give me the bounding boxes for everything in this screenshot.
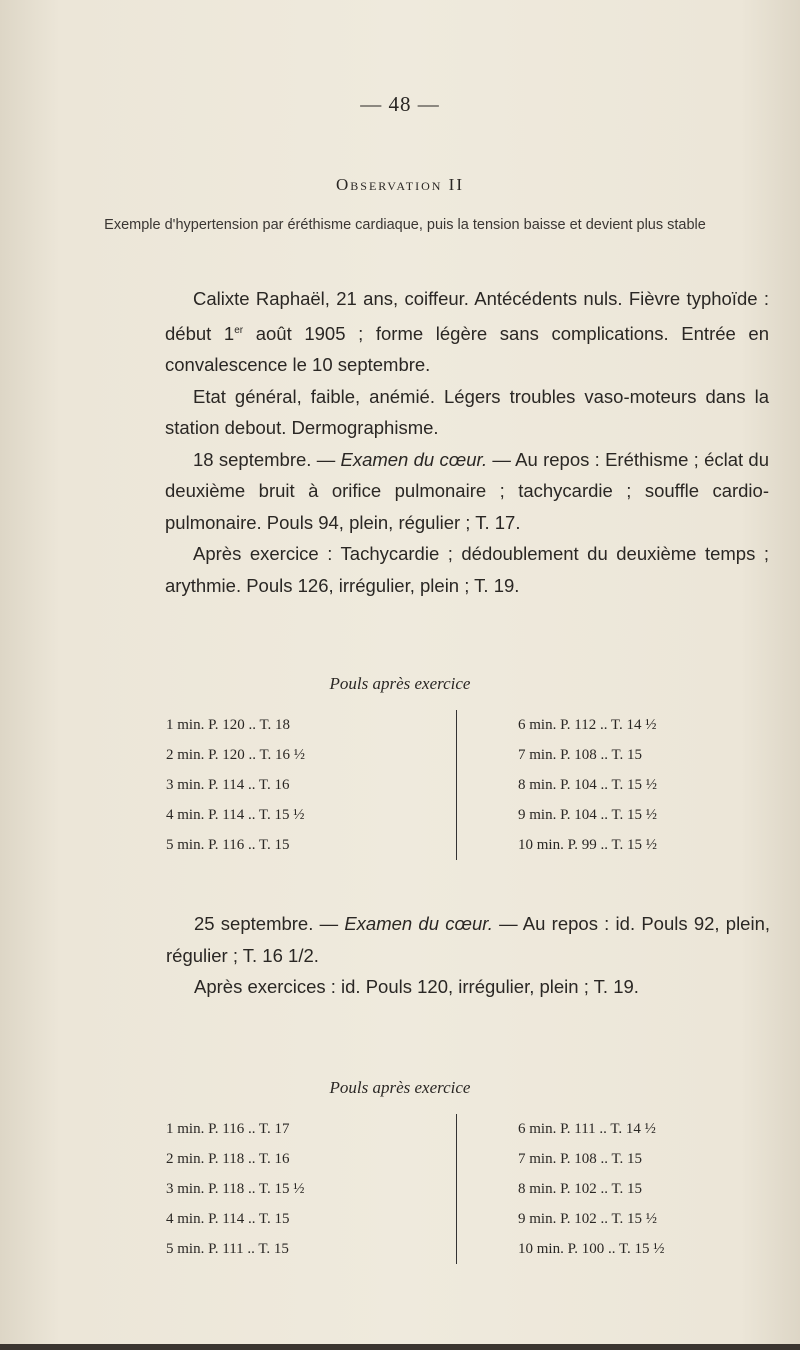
paragraph-history [165, 283, 769, 381]
table-row: 10 min. P. 100 .. T. 15 ½ [518, 1241, 665, 1257]
case-description [165, 283, 769, 601]
table-row: 3 min. P. 114 .. T. 16 [166, 777, 290, 793]
observation-title: Observation II [335, 175, 464, 194]
exam-heading: Examen du cœur. [340, 448, 488, 470]
paragraph-after-exercise-1: Après exercice : Tachycardie ; dédoublement du deuxième temps ; arythmie. Pouls 126, irrégulier, plein ; T. 19. [165, 543, 769, 596]
table-2-right-column [518, 1114, 665, 1264]
table-row: 5 min. P. 111 .. T. 15 [166, 1241, 289, 1257]
table-row: 6 min. P. 111 .. T. 14 ½ [518, 1121, 656, 1137]
pulse-table-1 [166, 710, 766, 860]
observation-subtitle: Exemple d'hypertension par éréthisme cardiaque, puis la tension baisse et devient plus stable [104, 217, 706, 233]
history-text: Calixte Raphaël, 21 ans, coiffeur. Antécédents nuls. Fièvre typhoïde : début 1 [165, 288, 769, 344]
paragraph-state: Etat général, faible, anémié. Légers troubles vaso-moteurs dans la station debout. Dermographisme. [165, 385, 769, 439]
table-row: 1 min. P. 116 .. T. 17 [166, 1121, 290, 1137]
table-row: 1 min. P. 120 .. T. 18 [166, 717, 291, 733]
table-2-title: Pouls après exercice [329, 1078, 471, 1097]
paragraph-after-exercise-2: Après exercices : id. Pouls 120, irrégulier, plein ; T. 19. [194, 976, 639, 997]
table-row: 2 min. P. 118 .. T. 16 [166, 1151, 290, 1167]
table-row: 7 min. P. 108 .. T. 15 [518, 747, 643, 763]
history-text-cont: août 1905 ; forme légère sans complications. Entrée en convalescence le 10 septembre. [165, 322, 769, 376]
paragraph-exam-1 [165, 444, 769, 539]
table-row: 7 min. P. 108 .. T. 15 [518, 1151, 643, 1167]
second-exam [166, 908, 770, 1003]
table-row: 5 min. P. 116 .. T. 15 [166, 837, 290, 853]
table-row: 6 min. P. 112 .. T. 14 ½ [518, 717, 657, 733]
table-row: 2 min. P. 120 .. T. 16 ½ [166, 747, 306, 763]
superscript: er [234, 324, 244, 336]
table-1-title: Pouls après exercice [329, 674, 471, 693]
pulse-table-2 [166, 1114, 766, 1264]
table-row: 8 min. P. 102 .. T. 15 [518, 1181, 643, 1197]
exam-text: — Au repos : id. Pouls 92, plein, régulier ; T. 16 1/2. [166, 913, 771, 966]
column-divider [456, 710, 457, 860]
exam-date: 18 septembre. — [193, 448, 341, 470]
table-row: 8 min. P. 104 .. T. 15 ½ [518, 777, 658, 793]
table-row: 4 min. P. 114 .. T. 15 ½ [166, 807, 305, 823]
table-1-left-column [166, 710, 305, 860]
table-row: 4 min. P. 114 .. T. 15 [166, 1211, 290, 1227]
table-row: 3 min. P. 118 .. T. 15 ½ [166, 1181, 305, 1197]
exam-heading: Examen du cœur. [344, 913, 493, 934]
exam-text: — Au repos : Eréthisme ; éclat du deuxième bruit à orifice pulmonaire ; tachycardie ; souffle cardio-pulmonaire. Pouls 94, plein, régulier ; T. 17. [165, 448, 770, 533]
table-1-right-column [518, 710, 657, 860]
page-number: — 48 — [360, 92, 440, 116]
table-row: 9 min. P. 102 .. T. 15 ½ [518, 1211, 658, 1227]
page-edge [0, 1344, 800, 1350]
column-divider [456, 1114, 457, 1264]
table-row: 10 min. P. 99 .. T. 15 ½ [518, 837, 658, 853]
table-row: 9 min. P. 104 .. T. 15 ½ [518, 807, 658, 823]
exam-date: 25 septembre. — [194, 913, 345, 934]
table-2-left-column [166, 1114, 305, 1264]
paragraph-exam-2 [166, 908, 770, 971]
